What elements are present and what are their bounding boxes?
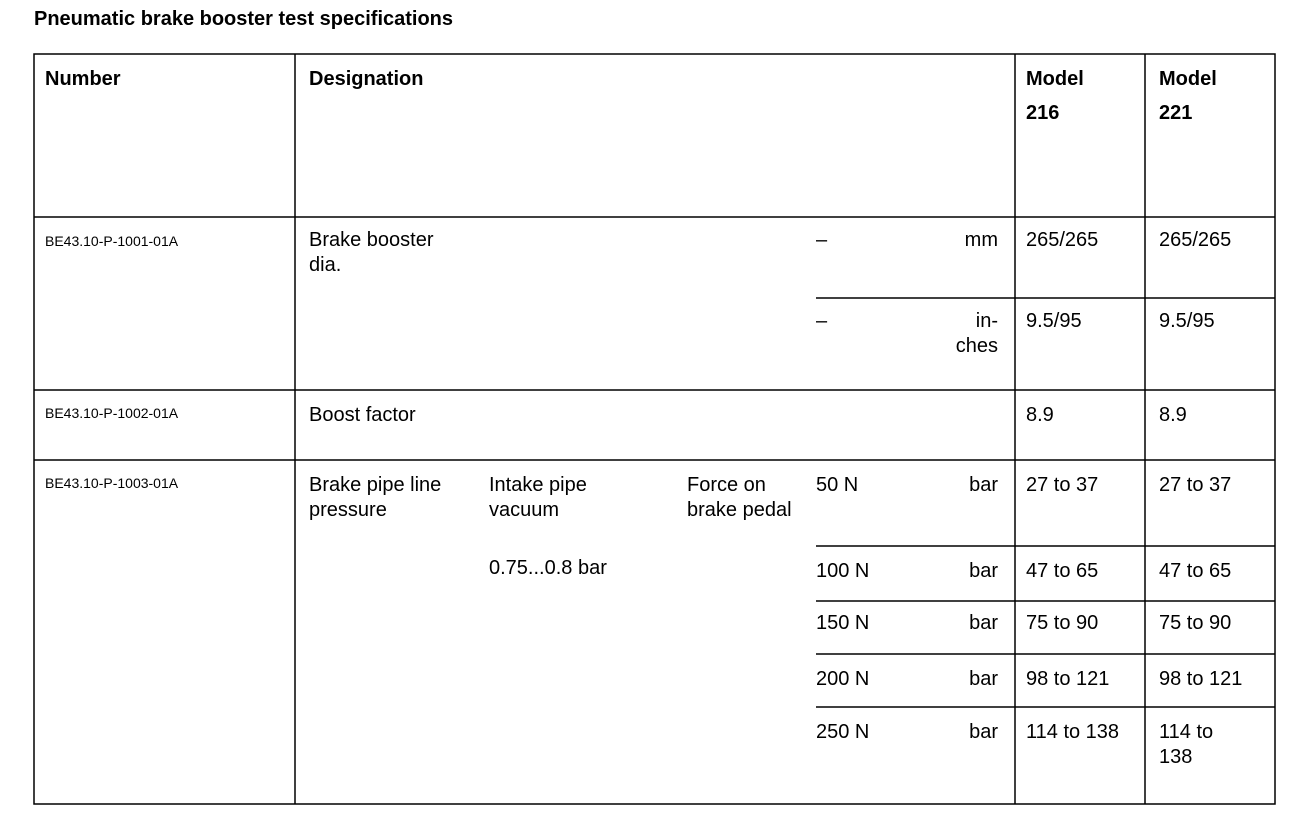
row3-sub3-model221: 75 to 90 — [1159, 612, 1232, 634]
row1-number: BE43.10-P-1001-01A — [45, 233, 179, 249]
row2-number: BE43.10-P-1002-01A — [45, 405, 179, 421]
row3-sub3-unit: bar — [969, 612, 998, 634]
row3-number: BE43.10-P-1003-01A — [45, 475, 179, 491]
row1-sub2-model221: 9.5/95 — [1159, 310, 1215, 332]
row3-sub4-unit: bar — [969, 668, 998, 690]
row1-sub2-model216: 9.5/95 — [1026, 310, 1082, 332]
row3-sub1-model216: 27 to 37 — [1026, 474, 1099, 496]
row3-sub2-model221: 47 to 65 — [1159, 560, 1232, 582]
row3-sub5-force: 250 N — [816, 721, 870, 743]
row3-sub1-model221: 27 to 37 — [1159, 474, 1232, 496]
row3-force-line1: Force on — [687, 474, 766, 496]
row3-sub3-force: 150 N — [816, 612, 870, 634]
row1-sub1-model221: 265/265 — [1159, 229, 1232, 251]
header-number: Number — [45, 68, 121, 90]
row3-intake-value: 0.75...0.8 bar — [489, 557, 607, 579]
row3-sub4-force: 200 N — [816, 668, 870, 690]
page-title: Pneumatic brake booster test specifications — [34, 8, 454, 30]
row3-force-line2: brake pedal — [687, 499, 792, 521]
row3-sub3-model216: 75 to 90 — [1026, 612, 1099, 634]
row3-intake-line2: vacuum — [489, 499, 560, 521]
row3-sub2-force: 100 N — [816, 560, 870, 582]
row3-designation-line2: pressure — [309, 499, 387, 521]
row3-sub4-model221: 98 to 121 — [1159, 668, 1243, 690]
row3-sub5-model221-line2: 138 — [1159, 746, 1193, 768]
row2-designation: Boost factor — [309, 404, 416, 426]
row3-sub2-model216: 47 to 65 — [1026, 560, 1099, 582]
row1-sub1-model216: 265/265 — [1026, 229, 1099, 251]
row3-sub1-force: 50 N — [816, 474, 859, 496]
row1-sub2-mark: – — [816, 310, 828, 332]
row1-sub1-unit: mm — [964, 229, 998, 251]
row3-intake-line1: Intake pipe — [489, 474, 587, 496]
row1-designation-line1: Brake booster — [309, 229, 434, 251]
header-model-216-number: 216 — [1026, 102, 1060, 124]
row3-sub5-model221-line1: 114 to — [1159, 721, 1214, 743]
row3-sub5-model216: 114 to 138 — [1026, 721, 1120, 743]
row1-sub2-unit-line1: in- — [975, 310, 998, 332]
header-model-216-label: Model — [1026, 68, 1084, 90]
row3-sub5-unit: bar — [969, 721, 998, 743]
row1-designation-line2: dia. — [309, 254, 342, 276]
row3-sub2-unit: bar — [969, 560, 998, 582]
row3-sub1-unit: bar — [969, 474, 998, 496]
row3-sub4-model216: 98 to 121 — [1026, 668, 1110, 690]
row1-sub2-unit-line2: ches — [955, 335, 998, 357]
header-designation: Designation — [309, 68, 424, 90]
header-model-221-label: Model — [1159, 68, 1217, 90]
row3-designation-line1: Brake pipe line — [309, 474, 442, 496]
header-model-221-number: 221 — [1159, 102, 1193, 124]
row1-sub1-mark: – — [816, 229, 828, 251]
row2-model216: 8.9 — [1026, 404, 1054, 426]
row2-model221: 8.9 — [1159, 404, 1187, 426]
